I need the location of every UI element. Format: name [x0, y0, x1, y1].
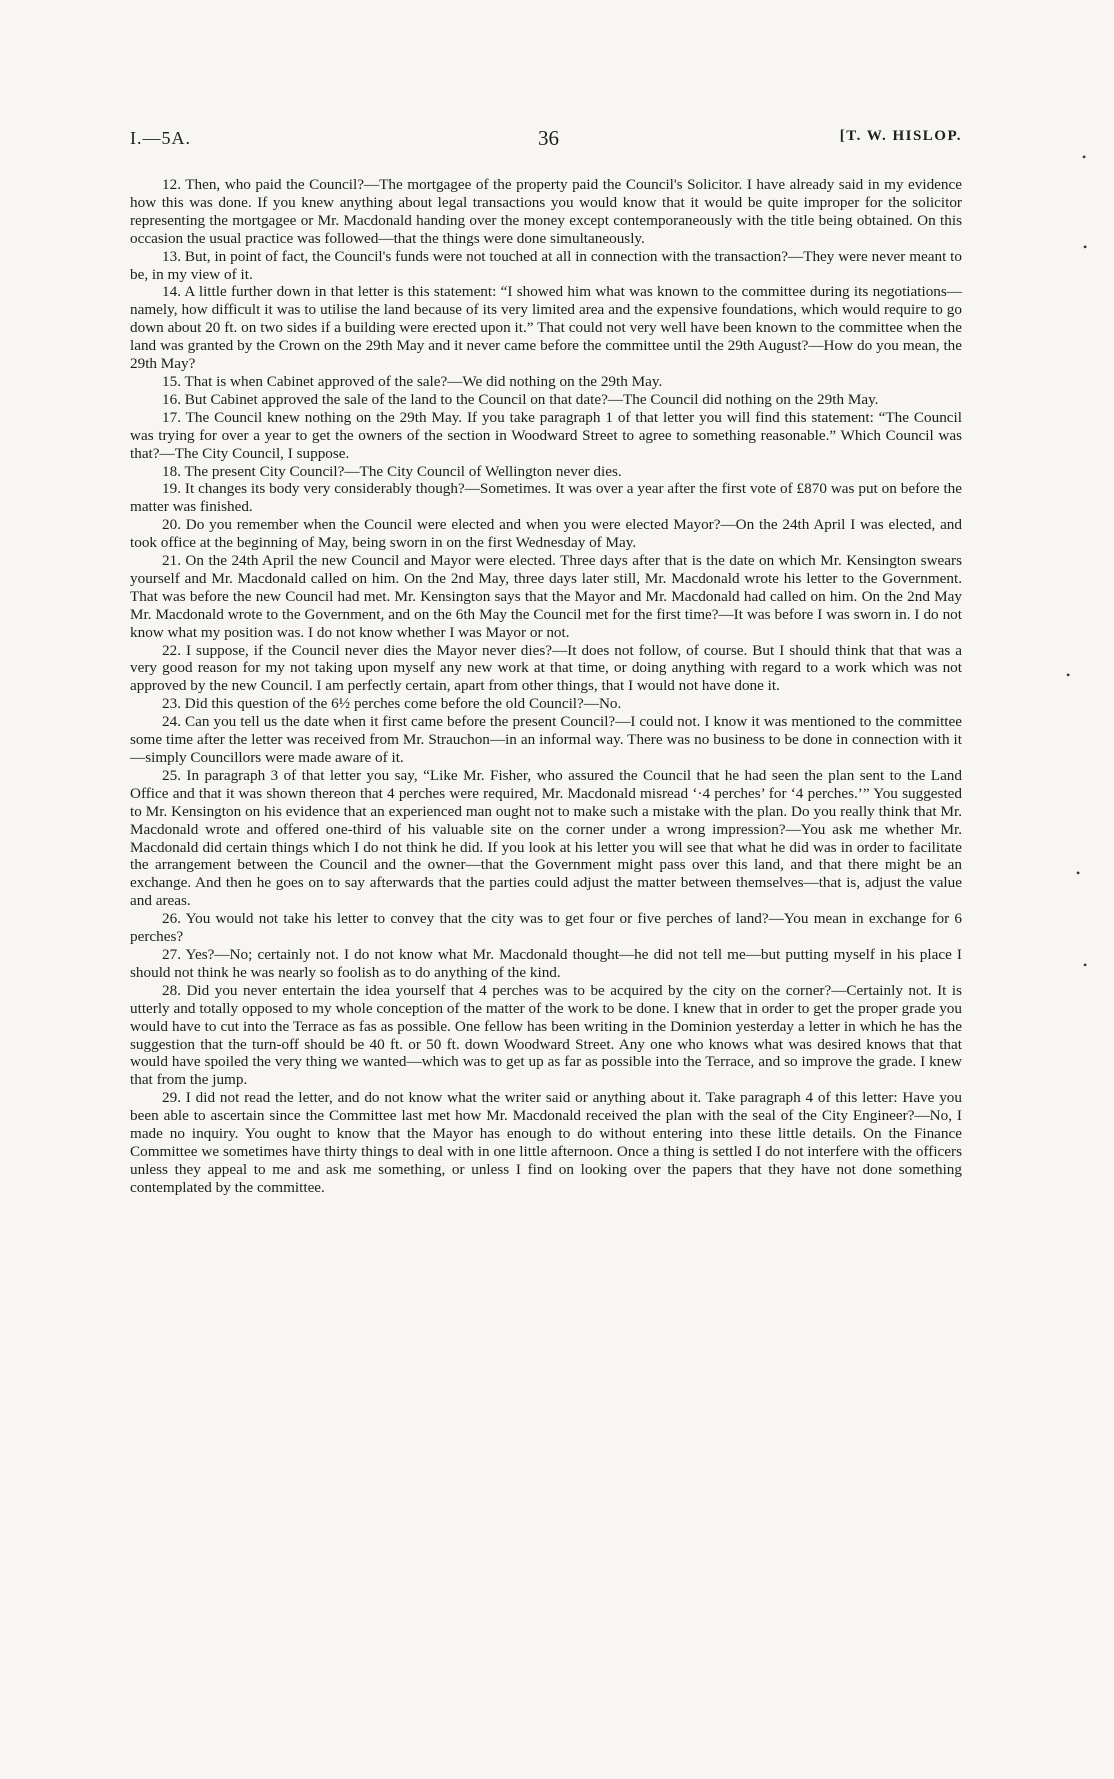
paragraph-18: 18. The present City Council?—The City Council of Wellington never dies. — [162, 462, 622, 480]
paragraph-19: 19. It changes its body very considerably though?—Sometimes. It was over a year after the first vote of £870 was put on before the matter was finished. — [130, 480, 962, 516]
paragraph-25: 25. In paragraph 3 of that letter you say, “Like Mr. Fisher, who assured the Council that he had seen the plan sent to the Land Office and that it was shown thereon that 4 perches were required, Mr. Macdonald misread ‘·4 perches’ for ‘4 perches.’” You suggested to Mr. Kensington on his evidence that an experienced man ought not to make such a mistake with the plan. Do you really think that Mr. Macdonald wrote and offered one-third of his valuable site on the corner under a wrong impression?—You ask me whether Mr. Macdonald did certain things which I do not think he did. If you look at his letter you will see that what he did was in order to facilitate the arrangement between the Council and the owner—that the Government might pass over this land, and that there might be an exchange. And then he goes on to say afterwards that the parties could adjust the matter between themselves—that is, adjust the value and areas. — [130, 766, 962, 910]
paragraph-22: 22. I suppose, if the Council never dies the Mayor never dies?—It does not follow, of course. But I should think that that was a very good reason for my not taking upon myself any new work at that time, or doing anything with regard to a work which was not approved by the new Council. I am perfectly certain, apart from other things, that I would not have done it. — [130, 641, 962, 695]
paragraph-12: 12. Then, who paid the Council?—The mortgagee of the property paid the Council's Solicitor. I have already said in my evidence how this was done. If you knew anything about legal transactions you would know that it would be quite improper for the solicitor representing the mortgagee or Mr. Macdonald handing over the money except contemporaneously with the title being obtained. On this occasion the usual practice was followed—that the things were done simultaneously. — [130, 176, 962, 247]
paragraph-13: 13. But, in point of fact, the Council's funds were not touched at all in connection with the transaction?—They were never meant to be, in my view of it. — [130, 247, 962, 283]
paragraph-23: 23. Did this question of the 6½ perches come before the old Council?—No. — [162, 695, 622, 713]
margin-mark: • — [1083, 958, 1088, 972]
paragraph-29: 29. I did not read the letter, and do not know what the writer said or anything about it. Take paragraph 4 of this letter: Have you been able to ascertain since the Committee last met how Mr. Macdonald received the plan with the seal of the City Engineer?—No, I made no inquiry. You ought to know that the Mayor has enough to do without entering into these little details. On the Finance Committee we sometimes have thirty things to deal with in one little afternoon. Once a thing is settled I do not interfere with the officers unless they appeal to me and ask me something, or unless I find on looking over the papers that they have not done something contemplated by the committee. — [130, 1089, 962, 1196]
document-page — [130, 128, 962, 1197]
paragraph-21: 21. On the 24th April the new Council and Mayor were elected. Three days after that is the date on which Mr. Kensington swears yourself and Mr. Macdonald called on him. On the 2nd May, three days later still, Mr. Macdonald wrote his letter to the Government. That was before the new Council had met. Mr. Kensington says that the Mayor and Mr. Macdonald had called on him. On the 2nd May Mr. Macdonald wrote to the Government, and on the 6th May the Council met for the first time?—It was before I was sworn in. I do not know what my position was. I do not know whether I was Mayor or not. — [130, 552, 962, 641]
paragraph-28: 28. Did you never entertain the idea yourself that 4 perches was to be acquired by the city on the corner?—Certainly not. It is utterly and totally opposed to my whole conception of the matter of the work to be done. I knew that in order to get the proper grade you would have to cut into the Terrace as fas as possible. One fellow has been writing in the Dominion yesterday a letter in which he has the suggestion that the turn-off should be 40 ft. or 50 ft. down Woodward Street. Any one who knows what was desired knows that that would have spoiled the very thing we wanted—which was to get up as far as possible into the Terrace, and so improve the grade. I knew that from the jump. — [130, 981, 962, 1089]
document-body — [130, 176, 962, 1197]
paragraph-16: 16. But Cabinet approved the sale of the land to the Council on that date?—The Council did nothing on the 29th May. — [162, 390, 879, 408]
paragraph-24: 24. Can you tell us the date when it first came before the present Council?—I could not. I know it was mentioned to the committee some time after the letter was received from Mr. Strauchon—in an informal way. There was no business to be done in connection with it—simply Councillors were made aware of it. — [130, 713, 962, 766]
paragraph-14: 14. A little further down in that letter is this statement: “I showed him what was known to the committee during its negotiations—namely, how difficult it was to utilise the land because of its very limited area and the expensive foundations, which would require to go down about 20 ft. on two sides if a building were erected upon it.” That could not very well have been known to the committee when the land was granted by the Crown on the 29th May and it never came before the committee until the 29th August?—How do you mean, the 29th May? — [130, 283, 962, 373]
page-number: 36 — [538, 126, 559, 150]
margin-mark: • — [1066, 668, 1071, 682]
margin-mark: • — [1076, 866, 1081, 880]
paragraph-20: 20. Do you remember when the Council were elected and when you were elected Mayor?—On the 24th April I was elected, and took office at the beginning of May, being sworn in on the first Wednesday of May. — [130, 516, 962, 552]
paragraph-27: 27. Yes?—No; certainly not. I do not know what Mr. Macdonald thought—he did not tell me—but putting myself in his place I should not think he was nearly so foolish as to do anything of the kind. — [130, 945, 962, 981]
paragraph-26: 26. You would not take his letter to convey that the city was to get four or five perches of land?—You mean in exchange for 6 perches? — [130, 910, 962, 946]
paper-reference: I.—5A. — [130, 128, 191, 148]
margin-mark: • — [1082, 150, 1087, 164]
paragraph-15: 15. That is when Cabinet approved of the sale?—We did nothing on the 29th May. — [162, 372, 663, 390]
witness-name: [T. W. HISLOP. — [839, 128, 962, 144]
paragraph-17: 17. The Council knew nothing on the 29th May. If you take paragraph 1 of that letter you will find this statement: “The Council was trying for over a year to get the owners of the section in Woodward Street to agree to something reasonable.” Which Council was that?—The City Council, I suppose. — [130, 408, 962, 462]
margin-mark: • — [1083, 240, 1088, 254]
page-header — [130, 128, 962, 158]
